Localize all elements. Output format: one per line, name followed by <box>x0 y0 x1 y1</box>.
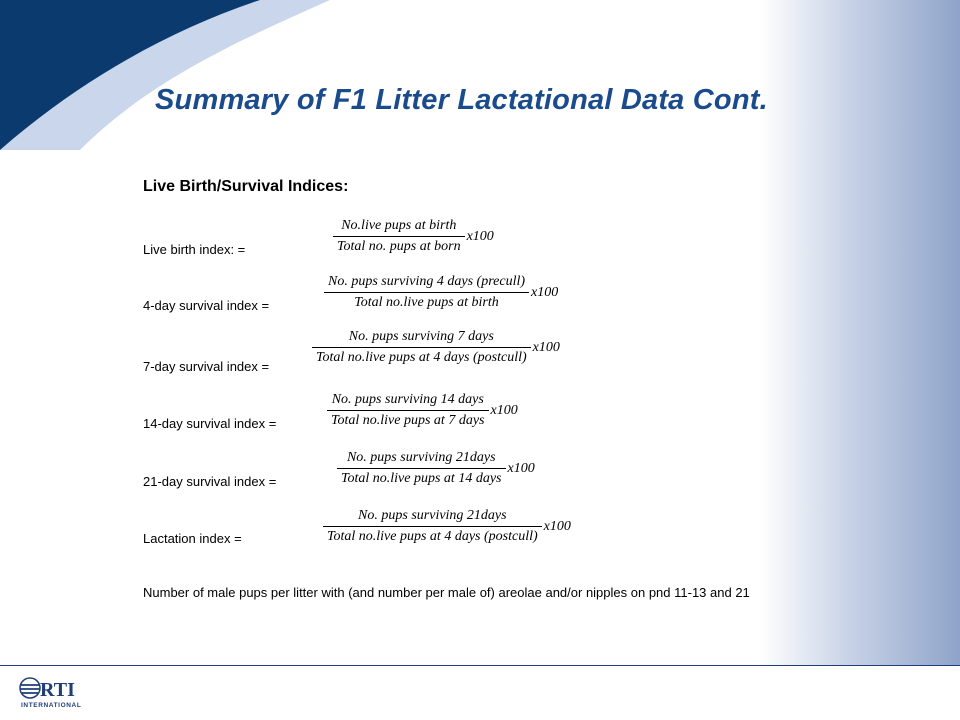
multiplier: x100 <box>531 284 559 300</box>
formula-14-day <box>327 392 518 429</box>
formula-lactation <box>323 508 571 545</box>
denominator: Total no.live pups at birth <box>324 292 529 311</box>
denominator: Total no. pups at born <box>333 236 465 255</box>
index-label-lactation: Lactation index = <box>143 531 242 546</box>
index-label-4-day: 4-day survival index = <box>143 298 270 313</box>
denominator: Total no.live pups at 4 days (postcull) <box>312 347 531 366</box>
section-heading: Live Birth/Survival Indices: <box>143 178 349 195</box>
formula-7-day <box>312 329 560 366</box>
index-label-7-day: 7-day survival index = <box>143 359 270 374</box>
denominator: Total no.live pups at 7 days <box>327 410 489 429</box>
corner-swoosh <box>0 0 330 150</box>
logo-subtext: INTERNATIONAL <box>21 702 82 709</box>
rti-globe-icon <box>20 678 40 698</box>
formula-live-birth <box>333 218 494 255</box>
rti-logo <box>18 676 108 710</box>
multiplier: x100 <box>507 460 535 476</box>
numerator: No. pups surviving 14 days <box>331 392 484 407</box>
multiplier: x100 <box>543 518 571 534</box>
multiplier: x100 <box>490 402 518 418</box>
denominator: Total no.live pups at 4 days (postcull) <box>323 526 542 545</box>
numerator: No.live pups at birth <box>341 218 457 233</box>
areolae-note: Number of male pups per litter with (and number per male of) areolae and/or nipples on pnd 11-13 and 21 <box>143 585 750 600</box>
footer <box>0 666 960 720</box>
formula-21-day <box>337 450 535 487</box>
formula-4-day <box>324 274 558 311</box>
multiplier: x100 <box>466 228 494 244</box>
index-label-14-day: 14-day survival index = <box>143 416 277 431</box>
numerator: No. pups surviving 21days <box>358 508 507 523</box>
logo-wordmark: RTI <box>40 679 75 701</box>
denominator: Total no.live pups at 14 days <box>337 468 506 487</box>
numerator: No. pups surviving 4 days (precull) <box>328 274 526 289</box>
index-label-21-day: 21-day survival index = <box>143 474 277 489</box>
slide-title: Summary of F1 Litter Lactational Data Cont. <box>155 84 768 116</box>
numerator: No. pups surviving 21days <box>346 450 496 465</box>
index-label-live-birth: Live birth index: = <box>143 242 246 257</box>
multiplier: x100 <box>532 339 560 355</box>
numerator: No. pups surviving 7 days <box>348 329 494 344</box>
